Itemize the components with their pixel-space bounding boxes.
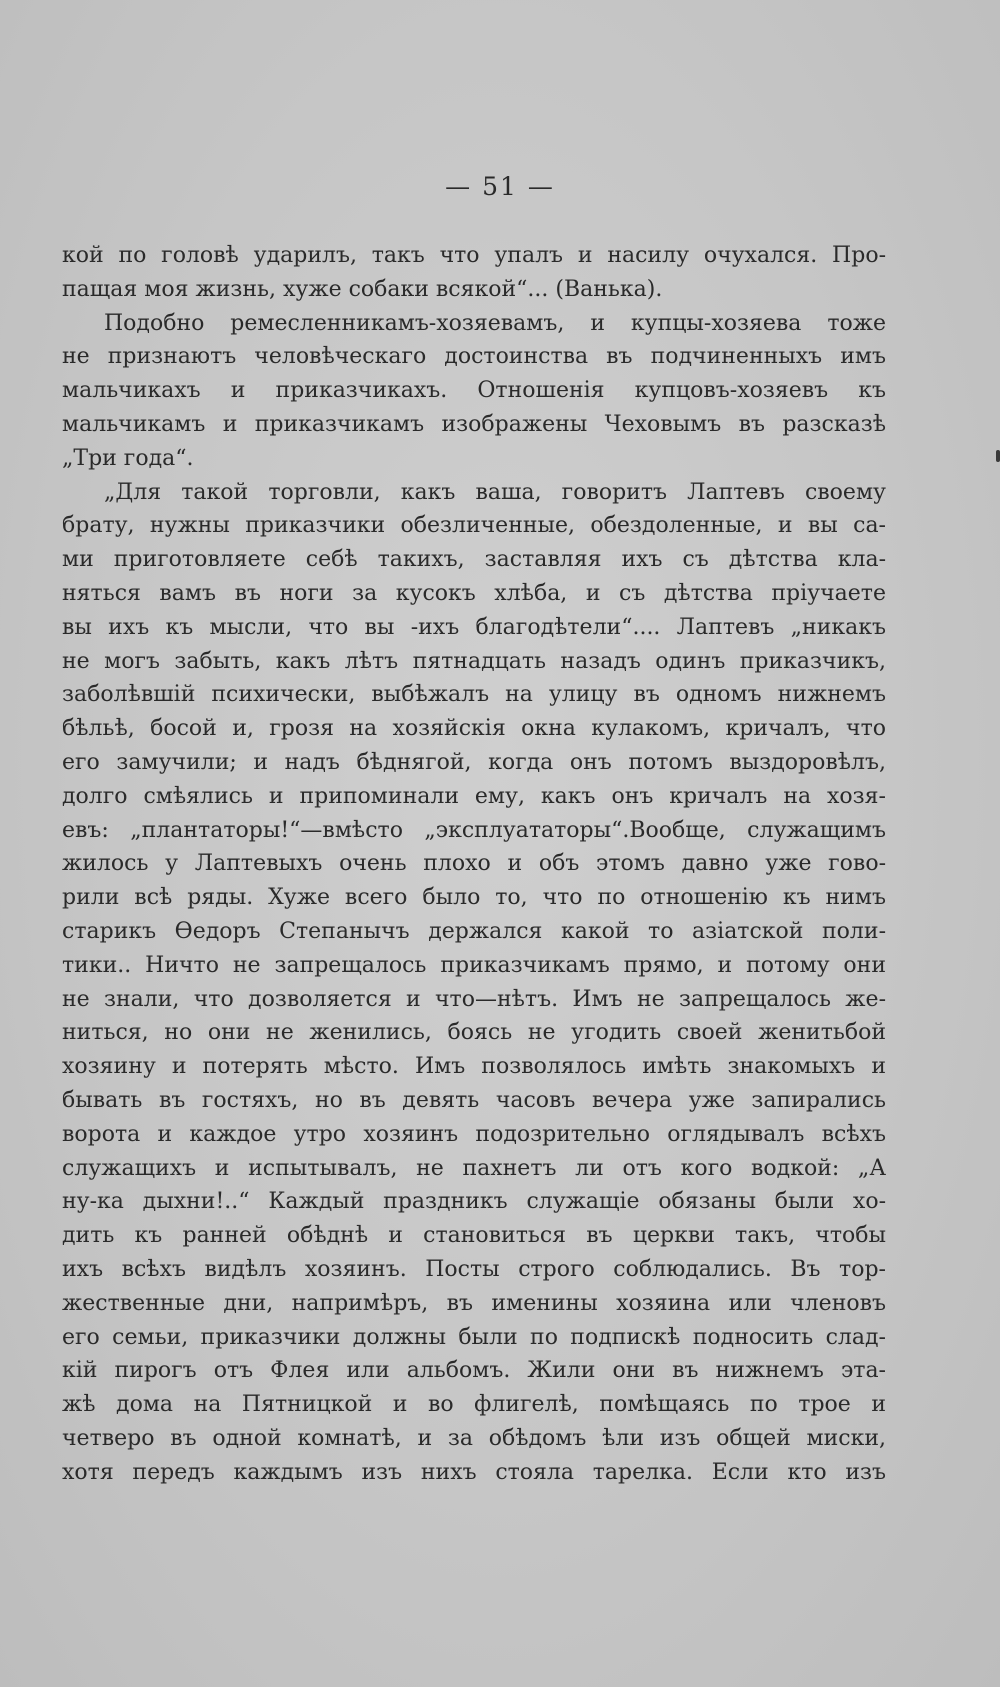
text-line: мальчикахъ и приказчикахъ. Отношенія купцовъ-хозяевъ къ xyxy=(62,378,886,404)
text-line: тики.. Ничто не запрещалось приказчикамъ прямо, и потому они xyxy=(62,952,886,978)
text-line: ворота и каждое утро хозяинъ подозрительно оглядывалъ всѣхъ xyxy=(62,1121,886,1147)
text-line: брату, нужны приказчики обезличенные, обездоленные, и вы са- xyxy=(62,513,886,539)
text-line: бывать въ гостяхъ, но въ девять часовъ вечера уже запирались xyxy=(62,1087,886,1113)
text-line: пащая моя жизнь, хуже собаки всякой“... (Ванька). xyxy=(62,276,663,302)
text-line: долго смѣялись и припоминали ему, какъ онъ кричалъ на хозя- xyxy=(62,783,886,809)
text-line: не признаютъ человѣческаго достоинства въ подчиненныхъ имъ xyxy=(62,344,886,370)
text-line: евъ: „плантаторы!“—вмѣсто „эксплуататоры“.Вообще, служащимъ xyxy=(62,817,886,843)
text-line: кій пирогъ отъ Флея или альбомъ. Жили они въ нижнемъ эта- xyxy=(62,1358,886,1384)
text-line: „Для такой торговли, какъ ваша, говоритъ Лаптевъ своему xyxy=(104,479,886,505)
text-line: вы ихъ къ мысли, что вы -ихъ благодѣтели“.... Лаптевъ „никакъ xyxy=(62,614,886,640)
text-line: служащихъ и испытывалъ, не пахнетъ ли отъ кого водкой: „А xyxy=(62,1155,886,1181)
text-line: не знали, что дозволяется и что—нѣтъ. Имъ не запрещалось же- xyxy=(62,986,886,1012)
text-line: мальчикамъ и приказчикамъ изображены Чеховымъ въ разсказѣ xyxy=(62,411,886,437)
text-line: Подобно ремесленникамъ-хозяевамъ, и купцы-хозяева тоже xyxy=(104,310,886,336)
text-line: его семьи, приказчики должны были по подпискѣ подносить слад- xyxy=(62,1324,886,1350)
text-line: жѣ дома на Пятницкой и во флигелѣ, помѣщаясь по трое и xyxy=(62,1392,886,1418)
text-line: не могъ забыть, какъ лѣтъ пятнадцать назадъ одинъ приказчикъ, xyxy=(62,648,886,674)
text-line: рили всѣ ряды. Хуже всего было то, что по отношенію къ нимъ xyxy=(62,885,886,911)
text-line: хотя передъ каждымъ изъ нихъ стояла тарелка. Если кто изъ xyxy=(62,1459,886,1485)
text-line: ниться, но они не женились, боясь не угодить своей женитьбой xyxy=(62,1020,886,1046)
paper-speck xyxy=(996,450,1000,462)
text-line: няться вамъ въ ноги за кусокъ хлѣба, и съ дѣтства пріучаете xyxy=(62,580,886,606)
page-number: — 51 — xyxy=(445,172,555,201)
text-line: кой по головѣ ударилъ, такъ что упалъ и насилу очухался. Про- xyxy=(62,243,886,268)
text-line: жественные дни, напримѣръ, въ именины хозяина или членовъ xyxy=(62,1290,886,1316)
text-line: ихъ всѣхъ видѣлъ хозяинъ. Посты строго соблюдались. Въ тор- xyxy=(62,1256,886,1282)
text-line: его замучили; и надъ бѣднягой, когда онъ потомъ выздоровѣлъ, xyxy=(62,749,886,775)
text-line: ми приготовляете себѣ такихъ, заставляя ихъ съ дѣтства кла- xyxy=(62,547,886,573)
text-line: четверо въ одной комнатѣ, и за обѣдомъ ѣли изъ общей миски, xyxy=(62,1425,886,1451)
text-line: жилось у Лаптевыхъ очень плохо и объ этомъ давно уже гово- xyxy=(62,851,886,877)
text-line: дить къ ранней обѣднѣ и становиться въ церкви такъ, чтобы xyxy=(62,1223,886,1249)
text-line: бѣльѣ, босой и, грозя на хозяйскія окна кулакомъ, кричалъ, что xyxy=(62,716,886,742)
text-line: „Три года“. xyxy=(62,445,194,471)
text-line: заболѣвшій психически, выбѣжалъ на улицу въ одномъ нижнемъ xyxy=(62,682,886,708)
text-line: ну-ка дыхни!..“ Каждый праздникъ служащіе обязаны были хо- xyxy=(62,1189,886,1215)
text-line: хозяину и потерять мѣсто. Имъ позволялось имѣть знакомыхъ и xyxy=(62,1054,886,1080)
body-text xyxy=(62,239,886,1489)
text-line: старикъ Ѳедоръ Степанычъ держался какой то азіатской поли- xyxy=(62,918,886,944)
